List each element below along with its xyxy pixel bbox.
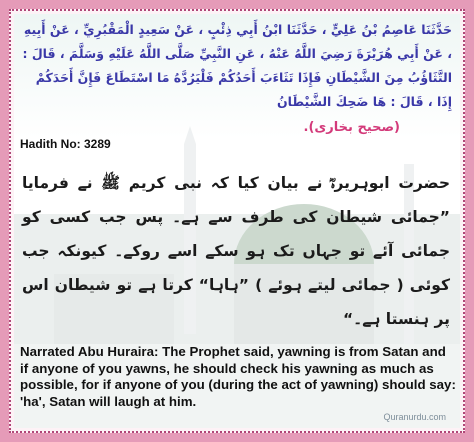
site-watermark: Quranurdu.com <box>383 412 446 422</box>
english-translation: Narrated Abu Huraira: The Prophet said, yawning is from Satan and if anyone of you yawns, he should check his yawning as much as possible, for if anyone of you (during the act of yawning) should say: 'ha', Satan will laugh at him. <box>20 344 456 409</box>
source-reference: (صحیح بخاری). <box>303 120 400 135</box>
urdu-translation: حضرت ابوہریرہؓ نے بیان کیا کہ نبی کریم ﷺ نے فرمایا ”جمائی شیطان کی طرف سے ہے۔ پس جب کسی کو جمائی آئے تو جہاں تک ہو سکے اسے روکے۔ کیونکہ جب کوئی ( جمائی لیتے ہوئے ) ”ہاہا“ کرتا ہے تو شیطان اس پر ہنستا ہے۔“ <box>22 174 450 328</box>
content-panel <box>14 14 460 428</box>
arabic-hadith-text: حَدَّثَنَا عَاصِمُ بْنُ عَلِيٍّ ، حَدَّثَنَا ابْنُ أَبِي ذِئْبٍ ، عَنْ سَعِيدٍ الْمَقْبُرِيِّ ، عَنْ أَبِيهِ ، عَنْ أَبِي هُرَيْرَةَ رَضِيَ اللَّهُ عَنْهُ ، عَنِ النَّبِيِّ صَلَّى اللَّهُ عَلَيْهِ وَسَلَّمَ ، قَالَ : التَّثَاؤُبُ مِنَ الشَّيْطَانِ فَإِذَا تَثَاءَبَ أَحَدُكُمْ فَلْيَرُدَّهُ مَا اسْتَطَاعَ فَإِنَّ أَحَدَكُمْ إِذَا ، قَالَ : هَا ضَحِكَ الشَّيْطَانُ <box>22 22 452 109</box>
hadith-number-label: Hadith No: 3289 <box>20 137 111 151</box>
